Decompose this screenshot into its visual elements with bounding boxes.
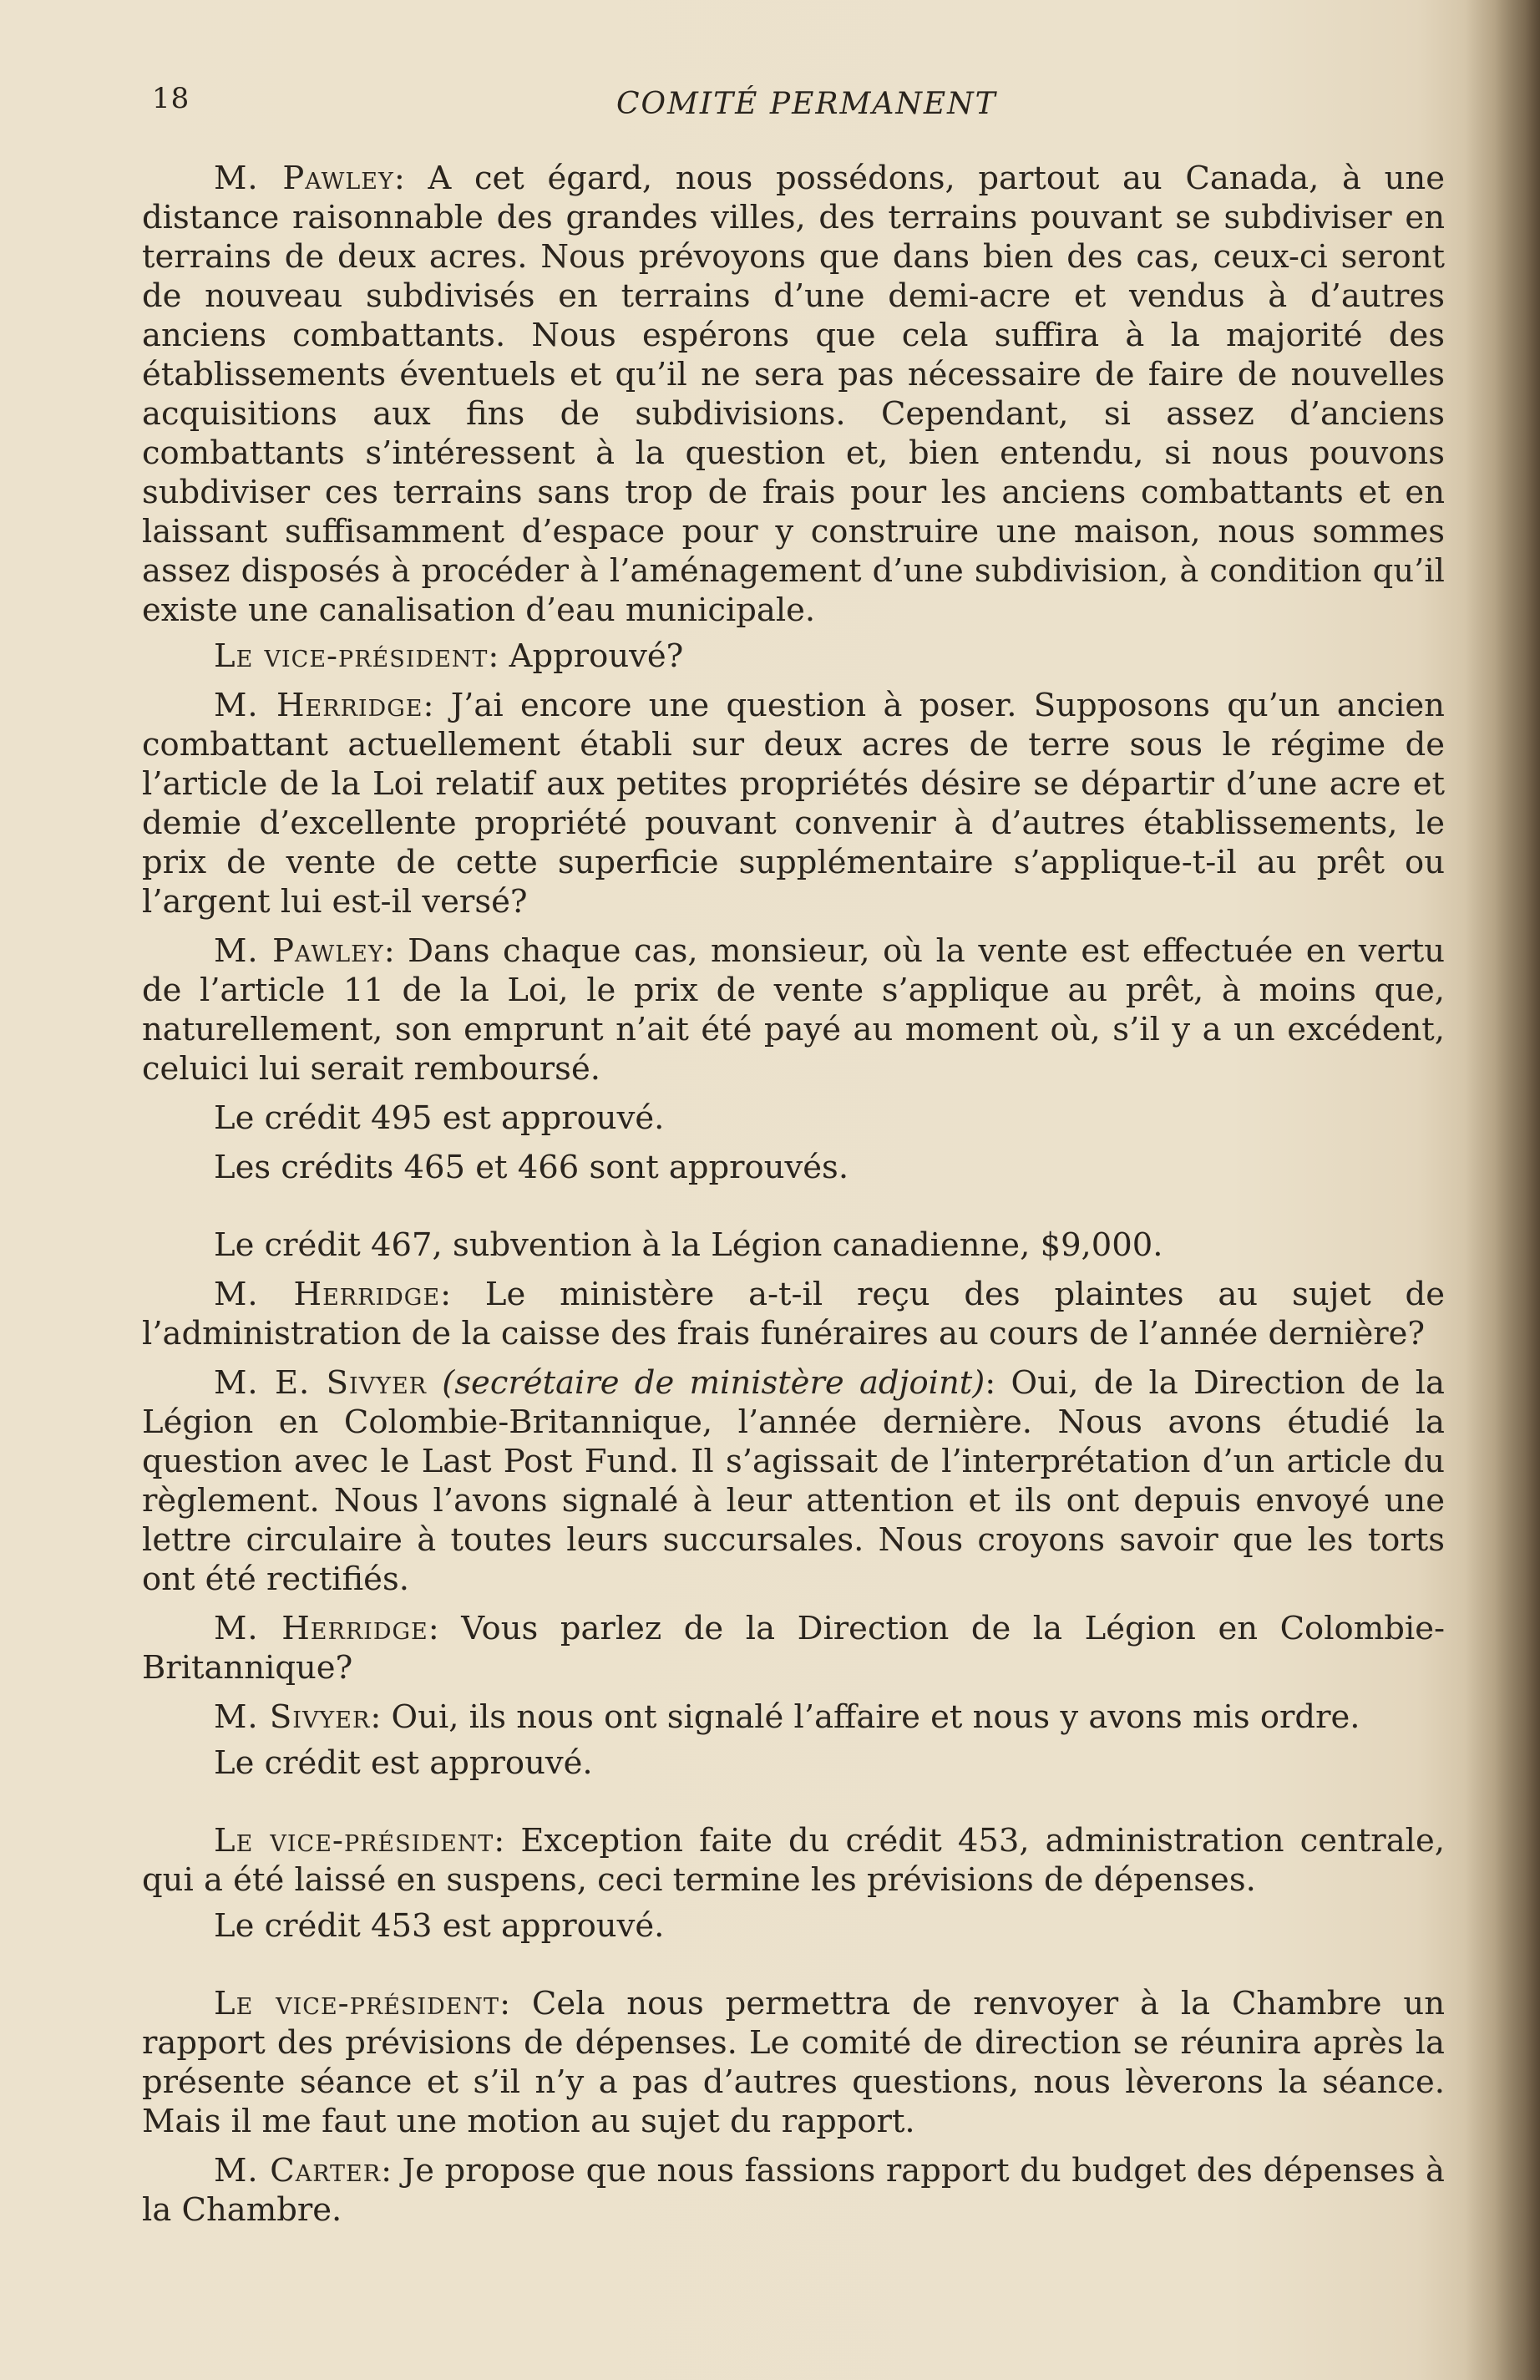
paragraph-text: Le crédit est approuvé. bbox=[214, 1744, 593, 1782]
paragraph: M. Carter: Je propose que nous fassions rapport du budget des dépenses à la Chambre. bbox=[142, 2152, 1446, 2229]
paragraph-text: Exception faite du crédit 453, administration centrale, qui a été laissé en suspens, ceci termine les prévisions de dépenses. bbox=[142, 1822, 1445, 1899]
paragraph-text: Oui, ils nous ont signalé l’affaire et nous y avons mis ordre. bbox=[391, 1698, 1360, 1736]
speaker-name: Le vice-président bbox=[214, 1822, 494, 1860]
paragraph-text: Le crédit 453 est approuvé. bbox=[214, 1907, 665, 1945]
paragraph-text: Le crédit 467, subvention à la Légion canadienne, $9,000. bbox=[214, 1226, 1163, 1264]
page-body bbox=[142, 159, 1445, 2230]
paragraph: M. Herridge: Le ministère a-t-il reçu des plaintes au sujet de l’administration de la caisse des frais funéraires au cours de l’année dernière? bbox=[142, 1276, 1445, 1352]
paragraph-text: Je propose que nous fassions rapport du budget des dépenses à la Chambre. bbox=[142, 2152, 1446, 2229]
speaker-name: M. Sivyer bbox=[214, 1698, 371, 1736]
speaker-note: (secrétaire de ministère adjoint) bbox=[442, 1364, 985, 1402]
paragraph: M. Herridge: J’ai encore une question à poser. Supposons qu’un ancien combattant actuellement établi sur deux acres de terre sous le régime de l’article de la Loi relatif aux petites propriétés désire se départir d’une acre et demie d’excellente propriété pouvant convenir à d’autres établissements, le prix de vente de cette superficie supplémentaire s’applique-t-il au prêt ou l’argent lui est-il versé? bbox=[142, 687, 1445, 921]
paragraph bbox=[142, 1148, 1445, 1187]
paragraph: M. Herridge: Vous parlez de la Direction de la Légion en Colombie-Britannique? bbox=[142, 1610, 1445, 1687]
running-head: COMITÉ PERMANENT bbox=[616, 87, 997, 121]
paragraph-text: J’ai encore une question à poser. Supposons qu’un ancien combattant actuellement établi sur deux acres de terre sous le régime de l’article de la Loi relatif aux petites propriétés désire se départir d’une acre et demie d’excellente propriété pouvant convenir à d’autres établissements, le prix de vente de cette superficie supplémentaire s’applique-t-il au prêt ou l’argent lui est-il versé? bbox=[142, 687, 1445, 921]
paragraph: Le vice-président: Approuvé? bbox=[214, 637, 684, 675]
paragraph-text: Vous parlez de la Direction de la Légion en Colombie-Britannique? bbox=[142, 1610, 1445, 1687]
paragraph-text: Oui, de la Direction de la Légion en Colombie-Britannique, l’année dernière. Nous avons étudié la question avec le Last Post Fund. Il s’agissait de l’interprétation d’un article du règlement. Nous l’avons signalé à leur attention et ils ont depuis envoyé une lettre circulaire à toutes leurs succursales. Nous croyons savoir que les torts ont été rectifiés. bbox=[142, 1364, 1445, 1598]
paragraph: M. Pawley: Dans chaque cas, monsieur, où la vente est effectuée en vertu de l’article 11 de la Loi, le prix de vente s’applique au prêt, à moins que, naturellement, son emprunt n’ait été payé au moment où, s’il y a un excédent, celuici lui serait remboursé. bbox=[142, 932, 1445, 1088]
paragraph-text: Cela nous permettra de renvoyer à la Chambre un rapport des prévisions de dépenses. Le comité de direction se réunira après la présente séance et s’il n’y a pas d’autres questions, nous lèverons la séance. Mais il me faut une motion au sujet du rapport. bbox=[142, 1985, 1445, 2140]
speaker-name: M. E. Sivyer bbox=[214, 1364, 427, 1402]
paragraph: Le vice-président: Cela nous permettra de renvoyer à la Chambre un rapport des prévisions de dépenses. Le comité de direction se réunira après la présente séance et s’il n’y a pas d’autres questions, nous lèverons la séance. Mais il me faut une motion au sujet du rapport. bbox=[142, 1985, 1445, 2140]
paragraph: M. Sivyer: Oui, ils nous ont signalé l’affaire et nous y avons mis ordre. bbox=[214, 1698, 1360, 1736]
paragraph-text: Dans chaque cas, monsieur, où la vente est effectuée en vertu de l’article 11 de la Loi, le prix de vente s’applique au prêt, à moins que, naturellement, son emprunt n’ait été payé au moment où, s’il y a un excédent, celuici lui serait remboursé. bbox=[142, 932, 1445, 1088]
paragraph: M. E. Sivyer (secrétaire de ministère adjoint): Oui, de la Direction de la Légion en Colombie-Britannique, l’année dernière. Nous avons étudié la question avec le Last Post Fund. Il s’agissait de l’interprétation d’un article du règlement. Nous l’avons signalé à leur attention et ils ont depuis envoyé une lettre circulaire à toutes leurs succursales. Nous croyons savoir que les torts ont été rectifiés. bbox=[142, 1364, 1445, 1598]
paragraph: M. Pawley: A cet égard, nous possédons, partout au Canada, à une distance raisonnable des grandes villes, des terrains pouvant se subdiviser en terrains de deux acres. Nous prévoyons que dans bien des cas, ceux-ci seront de nouveau subdivisés en terrains d’une demi-acre et vendus à d’autres anciens combattants. Nous espérons que cela suffira à la majorité des établissements éventuels et qu’il ne sera pas nécessaire de faire de nouvelles acquisitions aux fins de subdivisions. Cependant, si assez d’anciens combattants s’intéressent à la question et, bien entendu, si nous pouvons subdiviser ces terrains sans trop de frais pour les anciens combattants et en laissant suffisamment d’espace pour y construire une maison, nous sommes assez disposés à procéder à l’aménagement d’une subdivision, à condition qu’il existe une canalisation d’eau municipale. bbox=[142, 160, 1446, 629]
paragraph-text: Les crédits 465 et 466 sont approuvés. bbox=[214, 1149, 849, 1186]
speaker-name: Le vice-président bbox=[214, 1985, 500, 2022]
speaker-name: M. Pawley bbox=[214, 932, 384, 970]
speaker-name: Le vice-président bbox=[214, 637, 489, 675]
paragraph-text: Approuvé? bbox=[509, 637, 684, 675]
paragraph bbox=[142, 1226, 1445, 1265]
paragraph bbox=[142, 1743, 1445, 1783]
paragraph bbox=[142, 1906, 1445, 1946]
book-spine-shadow bbox=[1465, 0, 1540, 2380]
paragraph-text: Le crédit 495 est approuvé. bbox=[214, 1099, 665, 1137]
speaker-name: M. Herridge bbox=[214, 1610, 428, 1647]
speaker-name: M. Herridge bbox=[214, 687, 423, 724]
paragraph-text: A cet égard, nous possédons, partout au Canada, à une distance raisonnable des grandes villes, des terrains pouvant se subdiviser en terrains de deux acres. Nous prévoyons que dans bien des cas, ceux-ci seront de nouveau subdivisés en terrains d’une demi-acre et vendus à d’autres anciens combattants. Nous espérons que cela suffira à la majorité des établissements éventuels et qu’il ne sera pas nécessaire de faire de nouvelles acquisitions aux fins de subdivisions. Cependant, si assez d’anciens combattants s’intéressent à la question et, bien entendu, si nous pouvons subdiviser ces terrains sans trop de frais pour les anciens combattants et en laissant suffisamment d’espace pour y construire une maison, nous sommes assez disposés à procéder à l’aménagement d’une subdivision, à condition qu’il existe une canalisation d’eau municipale. bbox=[142, 160, 1446, 629]
paragraph: Le vice-président: Exception faite du crédit 453, administration centrale, qui a été laissé en suspens, ceci termine les prévisions de dépenses. bbox=[142, 1822, 1445, 1899]
speaker-name: M. Pawley bbox=[214, 160, 394, 197]
page-number: 18 bbox=[152, 82, 190, 115]
speaker-name: M. Carter bbox=[214, 2152, 382, 2190]
paragraph bbox=[142, 1099, 1445, 1138]
speaker-name: M. Herridge bbox=[214, 1276, 441, 1313]
paragraph-text: Le ministère a-t-il reçu des plaintes au sujet de l’administration de la caisse des frais funéraires au cours de l’année dernière? bbox=[142, 1276, 1445, 1352]
